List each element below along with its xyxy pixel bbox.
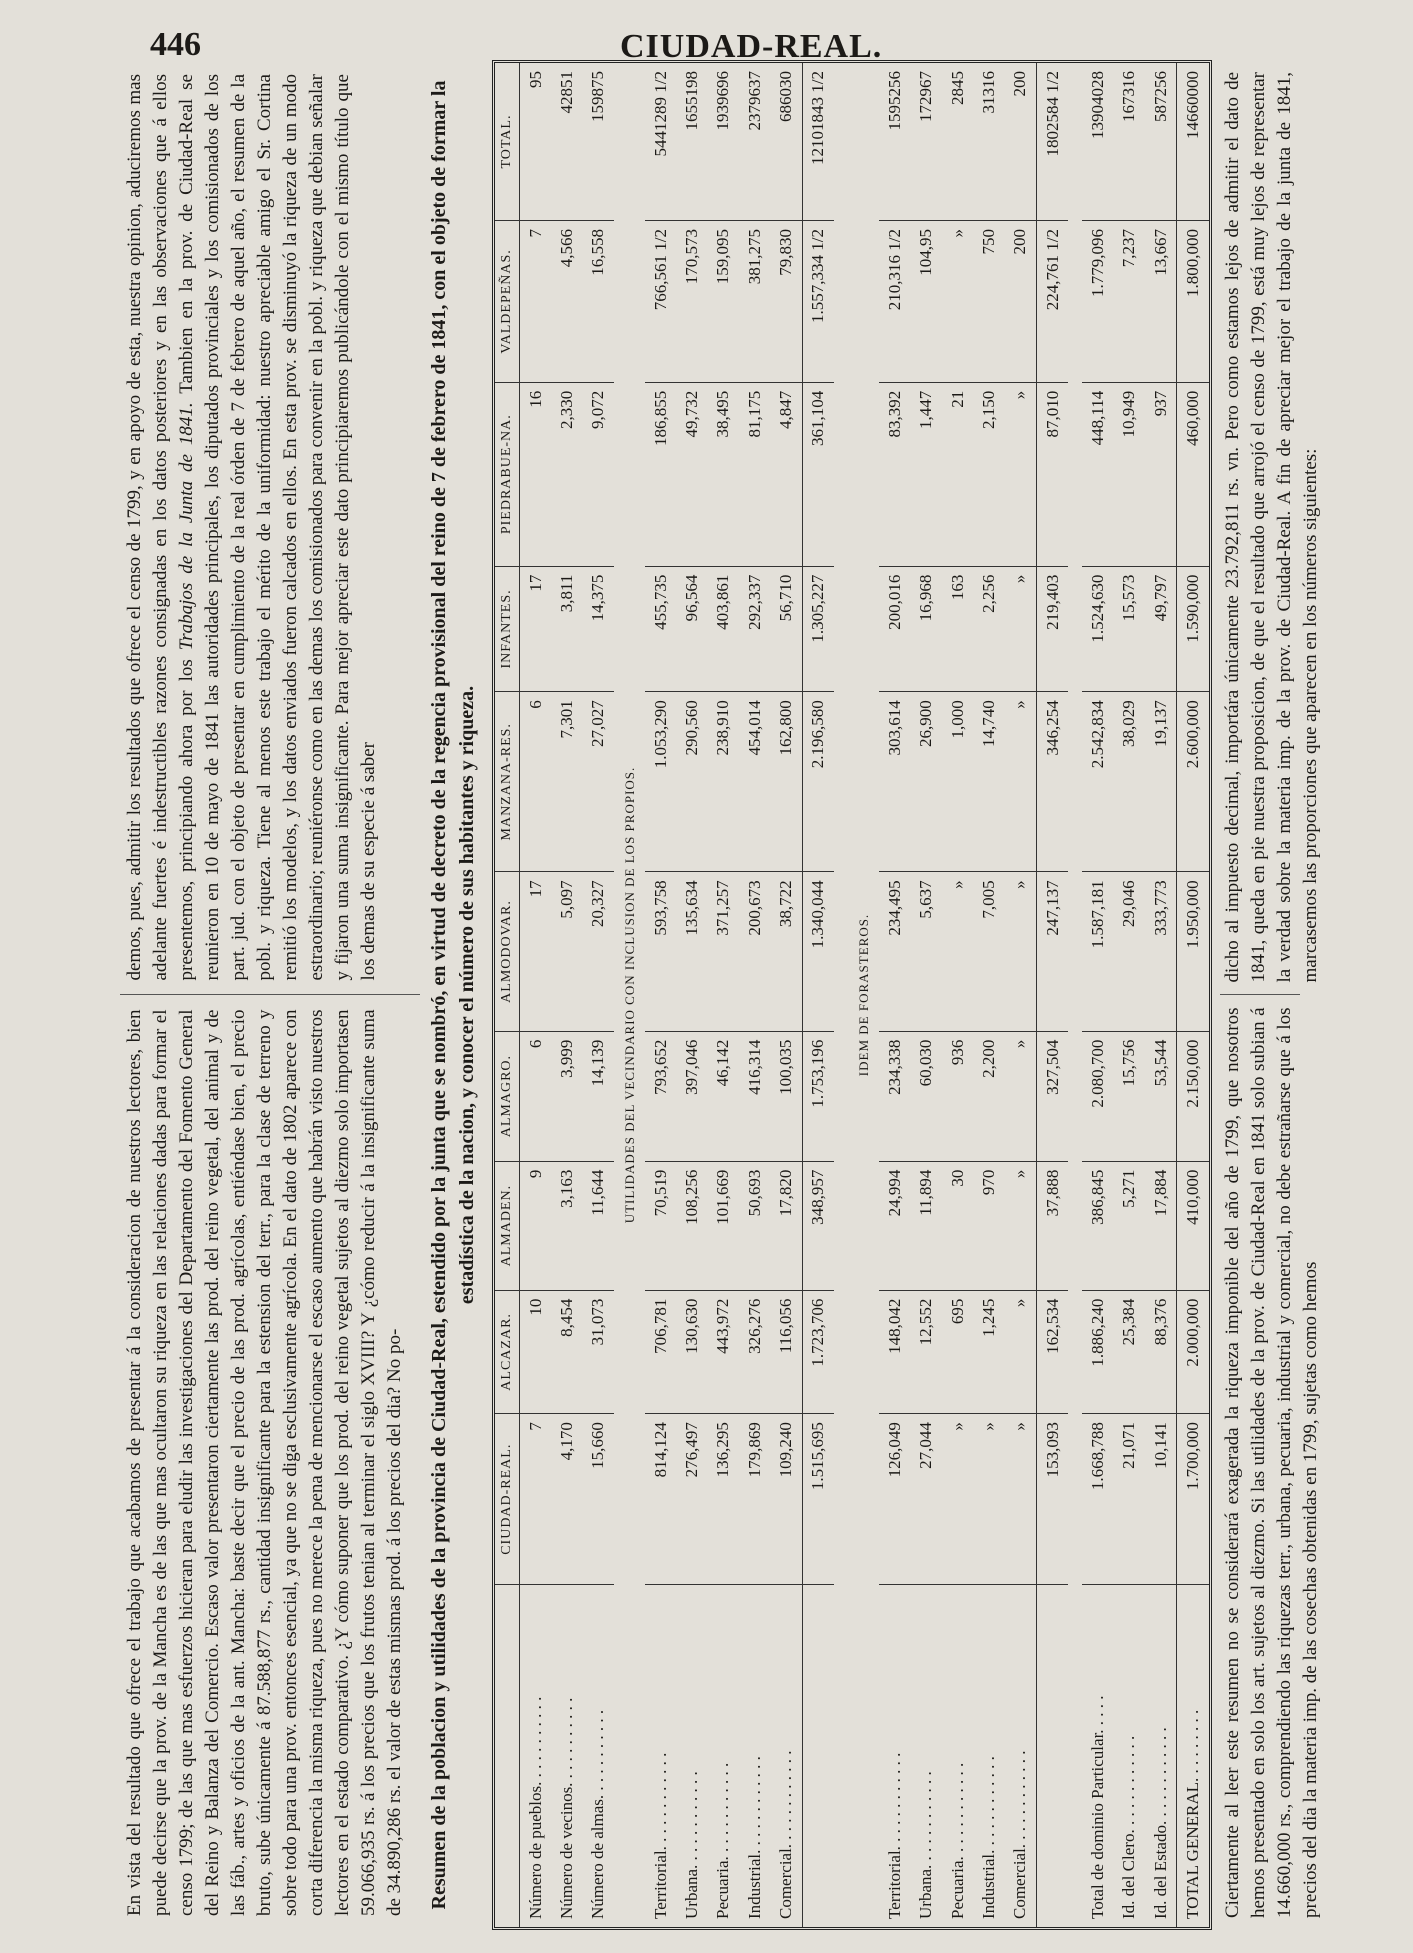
table-cell: 2,330 (551, 382, 582, 566)
table-row (708, 63, 739, 1927)
table-cell: 1,447 (911, 382, 942, 566)
table-cell: 12,552 (911, 1290, 942, 1413)
table-cell: 21 (942, 382, 973, 566)
header-cell: VALDEPEÑAS. (495, 221, 520, 383)
table-cell: 9 (520, 1161, 552, 1290)
table-cell: 14,740 (973, 692, 1004, 872)
table-cell: 6 (520, 692, 552, 872)
table-cell: 46,142 (708, 1031, 739, 1161)
table-cell: 1655198 (676, 63, 707, 221)
table-cell: 15,660 (583, 1414, 614, 1585)
table-cell: 766,561 1/2 (645, 221, 676, 383)
table-row (1145, 63, 1177, 1927)
table-cell: 7,301 (551, 692, 582, 872)
row-label: Pecuaria. . . . . . . . . . . . (713, 1762, 733, 1919)
table-cell: 31,073 (583, 1290, 614, 1413)
table-cell: 1,000 (942, 692, 973, 872)
table-cell: 381,275 (739, 221, 770, 383)
header-cell: ALMODOVAR. (495, 872, 520, 1031)
section-row (848, 63, 879, 1927)
table-cell: 3,811 (551, 566, 582, 692)
table-row (1036, 63, 1068, 1927)
table-cell: 70,519 (645, 1161, 676, 1290)
table-caption: Resumen de la poblacion y utilidades de la provincia de Ciudad-Real, estendido por la junta que se nombró, en virtud de decreto de la regencia provisional del reino de 7 de febrero de 1841, con el objeto de formar la estadística de la nacion, y conocer el número de sus habitantes y riqueza. (428, 80, 478, 1910)
table-cell: 16 (520, 382, 552, 566)
table-cell: 100,035 (770, 1031, 802, 1161)
table-cell: 17,884 (1145, 1161, 1177, 1290)
table-row (676, 63, 707, 1927)
table-cell: 163 (942, 566, 973, 692)
table-cell: 454,014 (739, 692, 770, 872)
intro-text-b: Tambien en la prov. de Ciudad-Real se reunieron en 10 de mayo de 1841 las autoridades principales, los diputados provinciales y los comisionados de los part. jud. con el objeto de presentar en cumplimiento de la real órden de 7 de febrero de aquel año, el resumen de la pobl. y riqueza. Tiene al menos este trabajo el mérito de la uniformidad: nuestro apreciable amigo el Sr. Cortina remitió los modelos, y los datos enviados fueron calcados en ellos. En esta prov. se disminuyó la riqueza de un modo estraordinario; reuniéronse como en las demas los comisionados para convenir en la pobl. y riqueza que debian señalar y fijaron una suma insignificante. Para mejor apreciar este dato principiaremos publicándole con el mismo título que los demas de su especie á saber (176, 74, 379, 981)
table-cell: 224,761 1/2 (1036, 221, 1068, 383)
table-row (739, 63, 770, 1927)
table-cell: 19,137 (1145, 692, 1177, 872)
table-header-row (495, 63, 520, 1927)
spacer-row (834, 63, 848, 1927)
table-cell: 11,894 (911, 1161, 942, 1290)
table-cell: 348,957 (802, 1161, 834, 1290)
table-cell: 326,276 (739, 1290, 770, 1413)
table-cell: 200,016 (879, 566, 910, 692)
table-cell: 234,338 (879, 1031, 910, 1161)
table-cell: 936 (942, 1031, 973, 1161)
table-cell: 31316 (973, 63, 1004, 221)
header-cell: TOTAL. (495, 63, 520, 221)
table-cell: 126,049 (879, 1414, 910, 1585)
table-cell: 1.524,630 (1082, 566, 1113, 692)
table-cell: 410,000 (1177, 1161, 1209, 1290)
intro-text (120, 60, 420, 1930)
table-cell: » (942, 1414, 973, 1585)
table-cell: 104,95 (911, 221, 942, 383)
table-cell: 695 (942, 1290, 973, 1413)
table-cell: 27,027 (583, 692, 614, 872)
row-label: Comercial. . . . . . . . . . . . (775, 1750, 795, 1919)
table-cell: 455,735 (645, 566, 676, 692)
table-cell: 333,773 (1145, 872, 1177, 1031)
table-cell: 247,137 (1036, 872, 1068, 1031)
table-cell: » (1004, 1414, 1036, 1585)
table-cell: 172967 (911, 63, 942, 221)
table-cell: 186,855 (645, 382, 676, 566)
closing-column-1: Ciertamente al leer este resumen no se considerará exagerada la riqueza imponible del año de 1799, que nosotros hemos presentado en solo los art. sujetos al diezmo. Si las utilidades de la prov. de Ciudad-Real en 1841 solo subian á 14.660,000 rs., comprendiendo las riquezas terr., urbana, pecuaria, industrial y comercial, no debe estrañarse que á los precios del dia la materia imp. de las cosechas obtenidas en 1799, sujetas como hemos (1220, 995, 1300, 1931)
table-cell: 4,566 (551, 221, 582, 383)
table-cell: 1,245 (973, 1290, 1004, 1413)
header-cell: INFANTES. (495, 566, 520, 692)
row-label: Urbana. . . . . . . . . . . . (682, 1771, 702, 1919)
table-row (551, 63, 582, 1927)
table-row (645, 63, 676, 1927)
section-title: IDEM DE FORASTEROS. (855, 913, 871, 1077)
table-cell: 1.723,706 (802, 1290, 834, 1413)
table-cell: 108,256 (676, 1161, 707, 1290)
closing-column-2: dicho al impuesto decimal, importára únicamente 23.792,811 rs. vn. Pero como estamos lejos de admitir el dato de 1841, queda en pie nuestra proposicion, de que el resultado que arrojó el censo de 1799, está muy lejos de representar la verdad sobre la materia imp. de la prov. de Ciudad-Real. A fin de apreciar mejor el trabajo de la junta de 1841, marcasemos las proporciones que aparecen en los números siguientes: (1222, 72, 1321, 983)
table-row (583, 63, 614, 1927)
spacer-cell (1068, 63, 1082, 1927)
table-cell: 686030 (770, 63, 802, 221)
table-cell: 2.080,700 (1082, 1031, 1113, 1161)
table-cell: 170,573 (676, 221, 707, 383)
table-cell: 159875 (583, 63, 614, 221)
table-cell: 162,534 (1036, 1290, 1068, 1413)
table-cell: » (942, 221, 973, 383)
table-cell: 1.340,044 (802, 872, 834, 1031)
table-cell: 56,710 (770, 566, 802, 692)
table-cell: 937 (1145, 382, 1177, 566)
table-row (1004, 63, 1036, 1927)
header-cell: PIEDRABUE-NA. (495, 382, 520, 566)
section-heading-junta: Trabajos de la Junta de 1841. (176, 402, 197, 651)
row-label: Territorial. . . . . . . . . . . . (650, 1752, 670, 1919)
table-cell: 371,257 (708, 872, 739, 1031)
table-cell: 200 (1004, 63, 1036, 221)
table-cell: 460,000 (1177, 382, 1209, 566)
table-cell: 7 (520, 221, 552, 383)
table-cell: 27,044 (911, 1414, 942, 1585)
table-cell: 2.196,580 (802, 692, 834, 872)
table-cell: » (1004, 1290, 1036, 1413)
table-cell: 4,847 (770, 382, 802, 566)
table-cell: 1.557,334 1/2 (802, 221, 834, 383)
table-cell: 1.587,181 (1082, 872, 1113, 1031)
table-cell: 1.753,196 (802, 1031, 834, 1161)
table-cell: 5,271 (1114, 1161, 1145, 1290)
table-row (1177, 63, 1209, 1927)
header-cell: ALCAZAR. (495, 1290, 520, 1413)
table-cell: 109,240 (770, 1414, 802, 1585)
table-cell: 12101843 1/2 (802, 63, 834, 221)
row-label: Número de almas. . . . . . . . . . . (588, 1709, 608, 1919)
table-cell: 200,673 (739, 872, 770, 1031)
table-cell: 15,573 (1114, 566, 1145, 692)
table-cell: 2.150,000 (1177, 1031, 1209, 1161)
table-row (520, 63, 552, 1927)
table-cell: 1595256 (879, 63, 910, 221)
table-cell: » (973, 1414, 1004, 1585)
table-cell: 8,454 (551, 1290, 582, 1413)
table-cell: » (1004, 1031, 1036, 1161)
table-cell: 95 (520, 63, 552, 221)
table-cell: 1.305,227 (802, 566, 834, 692)
table-cell: 179,869 (739, 1414, 770, 1585)
table-cell: 5,637 (911, 872, 942, 1031)
table-row (770, 63, 802, 1927)
table-cell: 83,392 (879, 382, 910, 566)
table-cell: 148,042 (879, 1290, 910, 1413)
table-cell: 5,097 (551, 872, 582, 1031)
table-cell: 1.950,000 (1177, 872, 1209, 1031)
table-row (1114, 63, 1145, 1927)
table-cell: 10,949 (1114, 382, 1145, 566)
table-cell: 2,256 (973, 566, 1004, 692)
table-cell: 303,614 (879, 692, 910, 872)
table-cell: 53,544 (1145, 1031, 1177, 1161)
table-cell: 30 (942, 1161, 973, 1290)
table-cell: 200 (1004, 221, 1036, 383)
row-label: Número de vecinos. . . . . . . . . . . (557, 1697, 577, 1919)
table-cell: 14,375 (583, 566, 614, 692)
table-cell: 2.000,000 (1177, 1290, 1209, 1413)
table-cell: 38,029 (1114, 692, 1145, 872)
table-cell: 167316 (1114, 63, 1145, 221)
row-label: Territorial. . . . . . . . . . . . (885, 1752, 905, 1919)
table-cell: 386,845 (1082, 1161, 1113, 1290)
table-cell: 814,124 (645, 1414, 676, 1585)
table-cell: 3,999 (551, 1031, 582, 1161)
section-row (614, 63, 645, 1927)
table-cell: 159,095 (708, 221, 739, 383)
table-cell: 1.515,695 (802, 1414, 834, 1585)
table-cell: 2,150 (973, 382, 1004, 566)
table-cell: 327,504 (1036, 1031, 1068, 1161)
table-cell: 210,316 1/2 (879, 221, 910, 383)
table-cell: 6 (520, 1031, 552, 1161)
table-cell: 750 (973, 221, 1004, 383)
table-cell: 15,756 (1114, 1031, 1145, 1161)
header-cell: CIUDAD-REAL. (495, 1414, 520, 1585)
table-cell: 290,560 (676, 692, 707, 872)
row-label: Urbana. . . . . . . . . . . . (916, 1771, 936, 1919)
table-cell: 793,652 (645, 1031, 676, 1161)
intro-paragraph-2 (122, 74, 382, 981)
table-cell: 593,758 (645, 872, 676, 1031)
table-cell: 38,495 (708, 382, 739, 566)
table-cell: 3,163 (551, 1161, 582, 1290)
spacer-row (1068, 63, 1082, 1927)
table-cell: 21,071 (1114, 1414, 1145, 1585)
table-cell: 7,005 (973, 872, 1004, 1031)
table-cell: 5441289 1/2 (645, 63, 676, 221)
row-label: TOTAL GENERAL. . . . . . . . . (1177, 1585, 1209, 1927)
table-cell: 10 (520, 1290, 552, 1413)
table-cell: 20,327 (583, 872, 614, 1031)
intro-column-2 (120, 60, 420, 995)
table-cell: 1802584 1/2 (1036, 63, 1068, 221)
table-cell: 88,376 (1145, 1290, 1177, 1413)
table-cell: 17,820 (770, 1161, 802, 1290)
table-cell: 706,781 (645, 1290, 676, 1413)
intro-text-a: demos, pues, admitir los resultados que ofrece el censo de 1799, y en apoyo de esta, nuestra opinion, aduciremos mas adelante fuertes é indestructibles razones consignadas en los datos posteriores y en las observaciones que á ellos presentemos, principiando ahora por los (124, 74, 197, 981)
table-cell: 7,237 (1114, 221, 1145, 383)
table-cell: 4,170 (551, 1414, 582, 1585)
table-cell: » (1004, 1161, 1036, 1290)
table-cell: 81,175 (739, 382, 770, 566)
closing-text (1220, 60, 1321, 1930)
table-cell: 162,800 (770, 692, 802, 872)
table-cell: 87,010 (1036, 382, 1068, 566)
header-cell: ALMADEN. (495, 1161, 520, 1290)
table-cell: 60,030 (911, 1031, 942, 1161)
row-label: Número de pueblos. . . . . . . . . . . (525, 1696, 545, 1919)
table-cell: 11,644 (583, 1161, 614, 1290)
table-cell: 136,295 (708, 1414, 739, 1585)
table-cell: » (1004, 872, 1036, 1031)
table-cell: 2845 (942, 63, 973, 221)
table-row (973, 63, 1004, 1927)
running-title: CIUDAD-REAL. (620, 28, 883, 65)
table-cell: 101,669 (708, 1161, 739, 1290)
header-cell: MANZANA-RES. (495, 692, 520, 872)
table-cell: 416,314 (739, 1031, 770, 1161)
table-cell: 234,495 (879, 872, 910, 1031)
header-cell: ALMAGRO. (495, 1031, 520, 1161)
table-cell: 130,630 (676, 1290, 707, 1413)
table-cell: 361,104 (802, 382, 834, 566)
table-cell: 403,861 (708, 566, 739, 692)
row-label: Id. del Clero. . . . . . . . . . . . (1119, 1735, 1139, 1919)
table-cell: 1939696 (708, 63, 739, 221)
table-cell: 1.700,000 (1177, 1414, 1209, 1585)
section-title: UTILIDADES DEL VECINDARIO CON INCLUSION DE LOS PROPIOS. (621, 766, 637, 1224)
table-cell: 16,968 (911, 566, 942, 692)
table-cell: 1.590,000 (1177, 566, 1209, 692)
row-label: Id. del Estado. . . . . . . . . . . . (1150, 1727, 1170, 1919)
table-cell: 9,072 (583, 382, 614, 566)
table-cell: 17 (520, 566, 552, 692)
row-label (1036, 1585, 1068, 1927)
header-cell (495, 1585, 520, 1927)
table-cell: 292,337 (739, 566, 770, 692)
table-cell: 2.600,000 (1177, 692, 1209, 872)
table-cell: 1.053,290 (645, 692, 676, 872)
table-cell: 1.779,096 (1082, 221, 1113, 383)
table-cell: » (1004, 566, 1036, 692)
table-row (942, 63, 973, 1927)
row-label: Industrial. . . . . . . . . . . . (978, 1756, 998, 1919)
table-cell: 1.800,000 (1177, 221, 1209, 383)
table-cell: 96,564 (676, 566, 707, 692)
table-cell: 29,046 (1114, 872, 1145, 1031)
table-cell: 14660000 (1177, 63, 1209, 221)
table-cell: » (1004, 382, 1036, 566)
table-cell: 346,254 (1036, 692, 1068, 872)
table-cell: 10,141 (1145, 1414, 1177, 1585)
page-number: 446 (150, 26, 201, 63)
table-cell: 26,900 (911, 692, 942, 872)
table-cell: 219,403 (1036, 566, 1068, 692)
table-cell: 238,910 (708, 692, 739, 872)
table-cell: 37,888 (1036, 1161, 1068, 1290)
table-cell: 1.886,240 (1082, 1290, 1113, 1413)
table-cell: 50,693 (739, 1161, 770, 1290)
table-cell: 153,093 (1036, 1414, 1068, 1585)
table-cell: 13,667 (1145, 221, 1177, 383)
table-cell: 397,046 (676, 1031, 707, 1161)
table-cell: 24,994 (879, 1161, 910, 1290)
table-cell: 2.542,834 (1082, 692, 1113, 872)
table-cell: 14,139 (583, 1031, 614, 1161)
table-cell: 17 (520, 872, 552, 1031)
table-cell: 1.668,788 (1082, 1414, 1113, 1585)
table-cell: 38,722 (770, 872, 802, 1031)
table-cell: 448,114 (1082, 382, 1113, 566)
table-cell: 2,200 (973, 1031, 1004, 1161)
table-cell: 7 (520, 1414, 552, 1585)
row-label: Comercial. . . . . . . . . . . . (1010, 1750, 1030, 1919)
row-label: Total de dominio Particular. . . . . (1087, 1695, 1107, 1919)
intro-column-1 (120, 995, 420, 1931)
intro-paragraph-1: En vista del resultado que ofrece el trabajo que acabamos de presentar á la consideracion de nuestros lectores, bien puede decirse que la prov. de la Mancha es de las que mas ocultaron su riqueza en las relaciones dadas para formar el censo 1799; de las que mas esfuerzos hicieran para eludir las investigaciones del Departamento del Fomento General del Reino y Balanza del Comercio. Escaso valor presentaron ciertamente las prod. del reino vegetal, del animal y de las fáb., artes y oficios de la ant. Mancha: baste decir que el precio de las prod. agrícolas, entiéndase bien, el precio bruto, sube únicamente á 87.588,877 rs., cantidad insignificante para la estension del terr., para la clase de terreno y sobre todo para una prov. entonces esencial, ya que no se diga esclusivamente agrícola. En el dato de 1802 aparece con corta diferencia la misma riqueza, pues no merece la pena de mencionarse el escaso aumento que habrán visto nuestros lectores en el estado comparativo. ¿Y cómo suponer que los prod. del reino vegetal sujetos al diezmo solo importasen 59.066,935 rs. á los precios que los frutos tenian al terminar el siglo XVIII? Y ¿cómo reducir á la insignificante suma de 34.890,286 rs. el valor de estas mismas prod. á los precios del dia? No po- (124, 1009, 405, 1916)
table-cell: 276,497 (676, 1414, 707, 1585)
row-label (802, 1585, 834, 1927)
table-cell: » (1004, 692, 1036, 872)
table-cell: 16,558 (583, 221, 614, 383)
table-cell: 25,384 (1114, 1290, 1145, 1413)
table-cell: 970 (973, 1161, 1004, 1290)
table-cell: 42851 (551, 63, 582, 221)
table-cell: 79,830 (770, 221, 802, 383)
table-row (879, 63, 910, 1927)
table-row (802, 63, 834, 1927)
table-cell: 49,732 (676, 382, 707, 566)
table-cell: 49,797 (1145, 566, 1177, 692)
table-cell: 587256 (1145, 63, 1177, 221)
table-cell: 2379637 (739, 63, 770, 221)
table-cell: 116,056 (770, 1290, 802, 1413)
table-row (1082, 63, 1113, 1927)
table-cell: 443,972 (708, 1290, 739, 1413)
spacer-cell (834, 63, 848, 1927)
summary-table (492, 60, 1212, 1930)
table-cell: » (942, 872, 973, 1031)
table-cell: 135,634 (676, 872, 707, 1031)
row-label: Industrial. . . . . . . . . . . . (744, 1756, 764, 1919)
row-label: Pecuaria. . . . . . . . . . . . (947, 1762, 967, 1919)
table-row (911, 63, 942, 1927)
table-cell: 13904028 (1082, 63, 1113, 221)
rotated-content (120, 60, 1321, 1930)
